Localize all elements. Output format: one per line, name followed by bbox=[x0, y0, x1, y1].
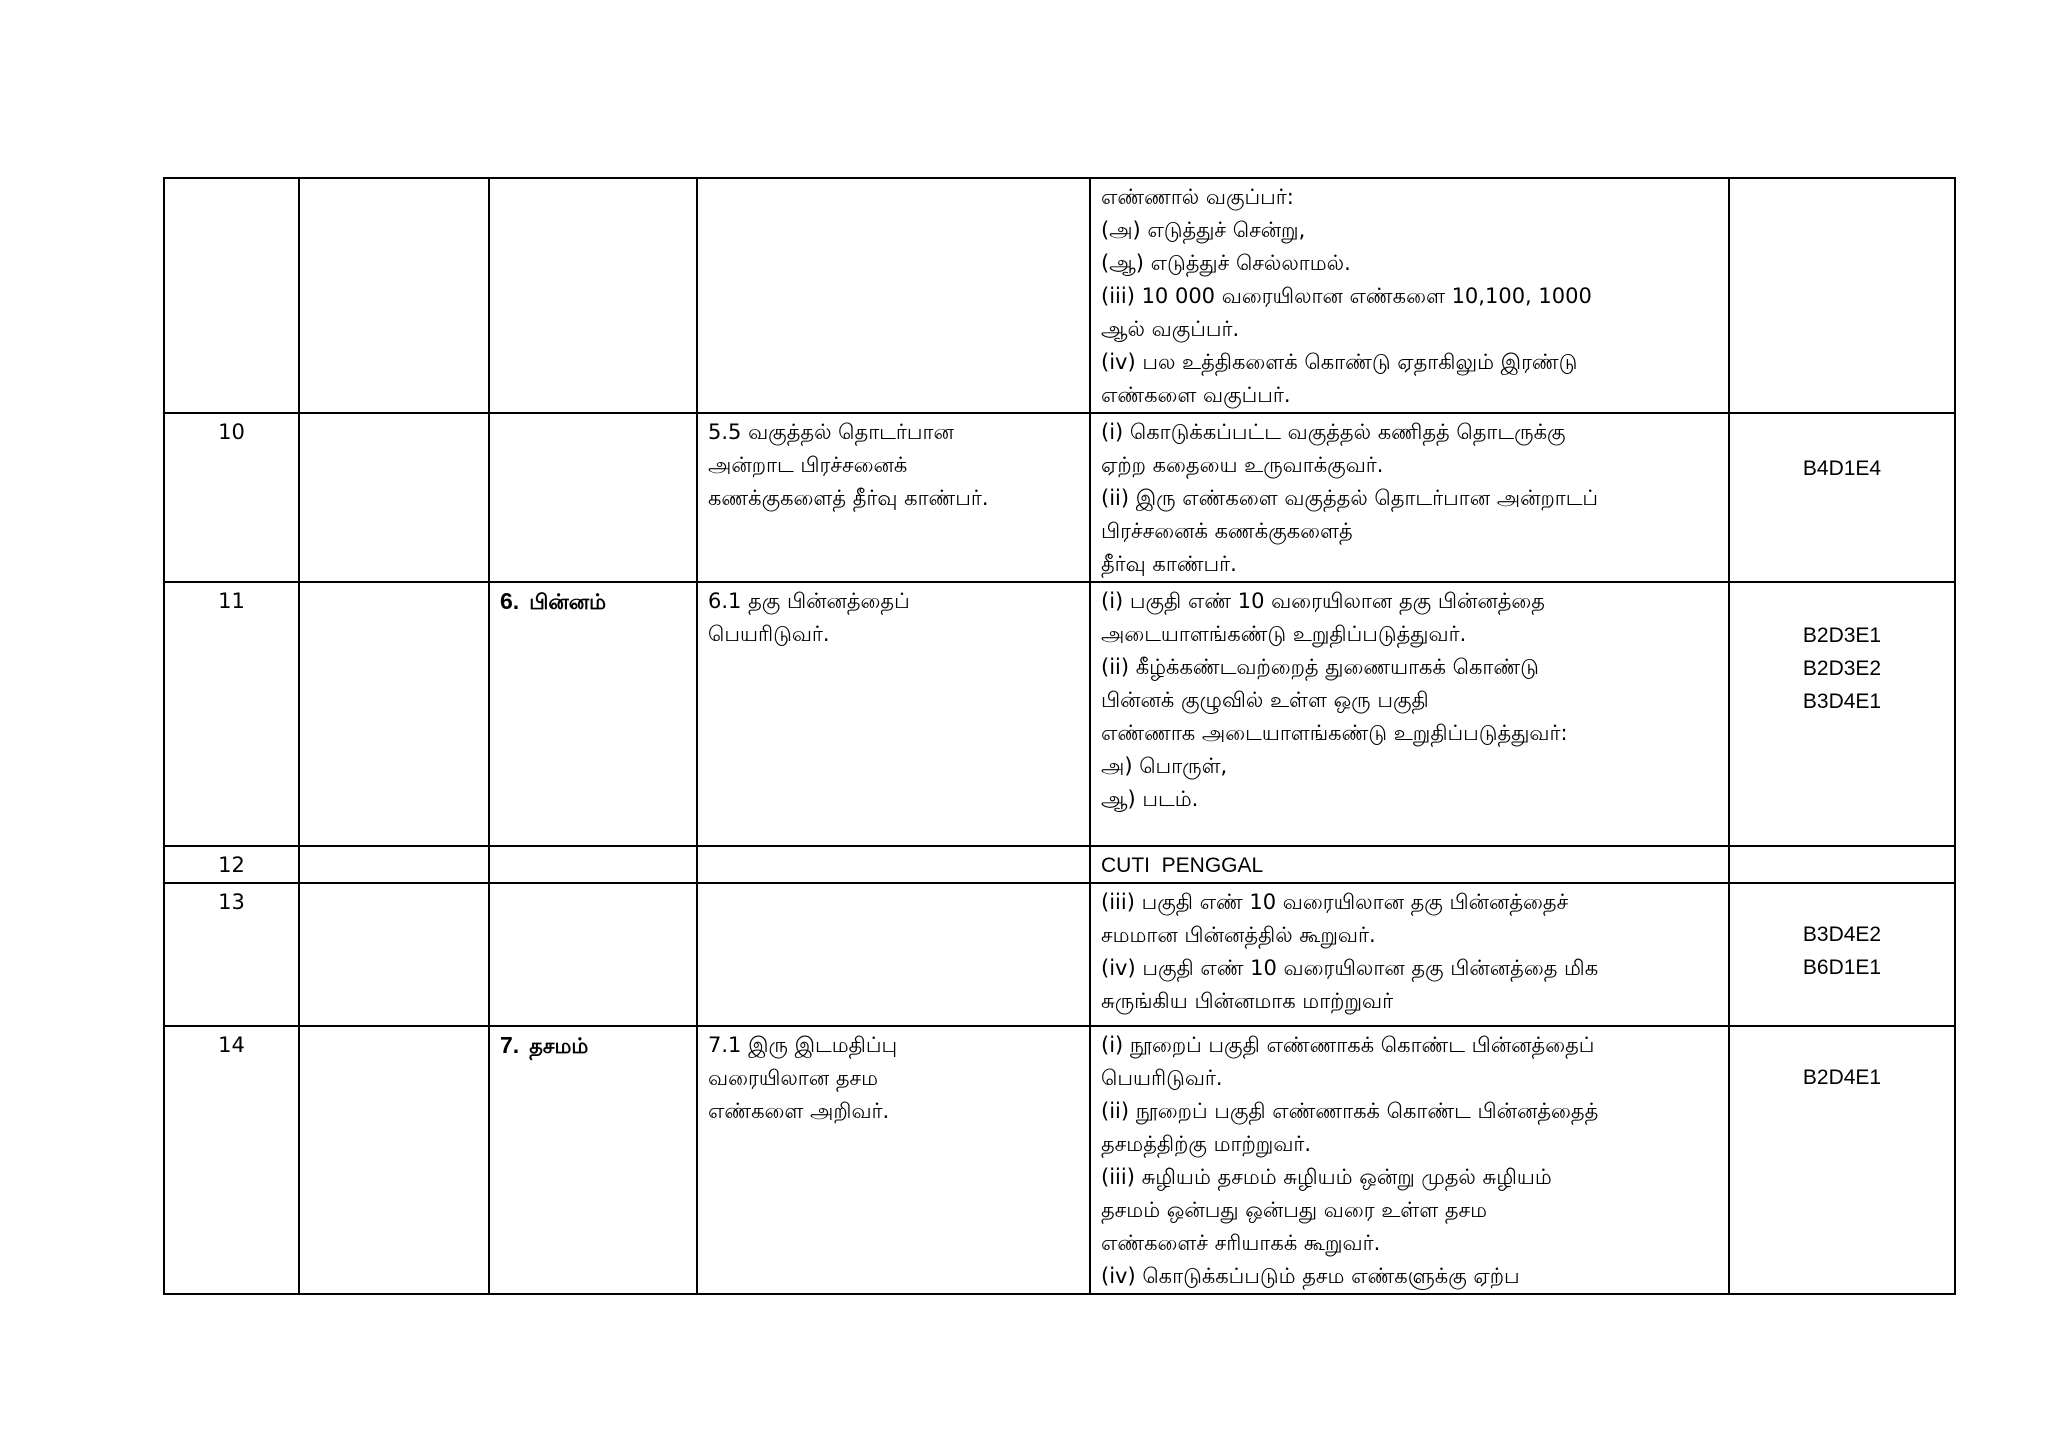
objective-line: ஆ) படம். bbox=[1101, 787, 1199, 811]
objective-line: தீர்வு காண்பர். bbox=[1101, 552, 1237, 576]
objective-line: (i) கொடுக்கப்பட்ட வகுத்தல் கணிதத் தொடருக்கு bbox=[1101, 420, 1566, 444]
topic-cell bbox=[489, 1026, 697, 1294]
code-line: B2D4E1 bbox=[1802, 1066, 1882, 1089]
objective-line: (iv) பல உத்திகளைக் கொண்டு ஏதாகிலும் இரண்டு bbox=[1101, 350, 1578, 374]
standard-cell bbox=[697, 1026, 1090, 1294]
objective-line: தசமத்திற்கு மாற்றுவர். bbox=[1101, 1132, 1312, 1156]
objective-line: எண்களைச் சரியாகக் கூறுவர். bbox=[1101, 1231, 1381, 1255]
standard-line: 5.5 வகுத்தல் தொடர்பான bbox=[708, 420, 954, 444]
topic-cell bbox=[489, 846, 697, 883]
standard-line: 7.1 இரு இடமதிப்பு bbox=[708, 1033, 898, 1057]
standard-line: பெயரிடுவர். bbox=[708, 622, 830, 646]
standard-line: கணக்குகளைத் தீர்வு காண்பர். bbox=[708, 486, 989, 510]
code-cell bbox=[1729, 883, 1955, 1026]
objective-line: (i) நூறைப் பகுதி எண்ணாகக் கொண்ட பின்னத்தைப் bbox=[1101, 1033, 1595, 1057]
standard-cell bbox=[697, 582, 1090, 846]
objective-line: பிரச்சனைக் கணக்குகளைத் bbox=[1101, 519, 1353, 543]
unit-cell bbox=[299, 582, 489, 846]
objectives-cell bbox=[1090, 883, 1729, 1026]
objective-line: தசமம் ஒன்பது ஒன்பது வரை உள்ள தசம bbox=[1101, 1198, 1488, 1222]
code-line: B2D3E2 bbox=[1802, 657, 1882, 680]
objective-line: சமமான பின்னத்தில் கூறுவர். bbox=[1101, 923, 1376, 947]
holiday-cell bbox=[1090, 846, 1729, 883]
unit-cell bbox=[299, 883, 489, 1026]
code-line: B4D1E4 bbox=[1802, 457, 1882, 480]
week-cell bbox=[164, 178, 299, 413]
code-line: B2D3E1 bbox=[1802, 624, 1882, 647]
code-cell bbox=[1729, 582, 1955, 846]
standard-cell bbox=[697, 178, 1090, 413]
objective-line: பெயரிடுவர். bbox=[1101, 1066, 1223, 1090]
standard-cell bbox=[697, 883, 1090, 1026]
topic-cell bbox=[489, 413, 697, 582]
objective-line: (iv) பகுதி எண் 10 வரையிலான தகு பின்னத்தை மிக bbox=[1101, 956, 1599, 980]
standard-line: எண்களை அறிவர். bbox=[708, 1099, 890, 1123]
table-row bbox=[164, 178, 1955, 413]
objectives-cell bbox=[1090, 178, 1729, 413]
objective-line: (ஆ) எடுத்துச் செல்லாமல். bbox=[1101, 251, 1351, 275]
objective-line: (ii) இரு எண்களை வகுத்தல் தொடர்பான அன்றாடப் bbox=[1101, 486, 1599, 510]
topic-cell bbox=[489, 883, 697, 1026]
code-line: B3D4E2 bbox=[1802, 923, 1882, 946]
standard-line: வரையிலான தசம bbox=[708, 1066, 879, 1090]
unit-cell bbox=[299, 178, 489, 413]
objective-line: அ) பொருள், bbox=[1101, 754, 1228, 778]
table-row bbox=[164, 846, 1955, 883]
objective-line: (iii) 10 000 வரையிலான எண்களை 10,100, 1000 bbox=[1101, 284, 1592, 308]
objective-line: எண்களை வகுப்பர். bbox=[1101, 383, 1291, 407]
standard-line: 6.1 தகு பின்னத்தைப் bbox=[708, 589, 910, 613]
code-cell bbox=[1729, 413, 1955, 582]
week-cell: 10 bbox=[164, 413, 299, 582]
objective-line: ஆல் வகுப்பர். bbox=[1101, 317, 1240, 341]
objectives-cell bbox=[1090, 582, 1729, 846]
standard-cell bbox=[697, 413, 1090, 582]
topic-number: 7. bbox=[500, 1032, 520, 1058]
code-line: B6D1E1 bbox=[1802, 956, 1882, 979]
code-line: B3D4E1 bbox=[1802, 690, 1882, 713]
standard-cell bbox=[697, 846, 1090, 883]
objective-line: எண்ணாக அடையாளங்கண்டு உறுதிப்படுத்துவர்: bbox=[1101, 721, 1568, 745]
topic-cell bbox=[489, 178, 697, 413]
topic-number: 6. bbox=[500, 588, 520, 614]
unit-cell bbox=[299, 413, 489, 582]
table-row bbox=[164, 1026, 1955, 1294]
topic-title: தசமம் bbox=[529, 1034, 589, 1058]
code-cell bbox=[1729, 846, 1955, 883]
unit-cell bbox=[299, 846, 489, 883]
unit-cell bbox=[299, 1026, 489, 1294]
objective-line: ஏற்ற கதையை உருவாக்குவர். bbox=[1101, 453, 1384, 477]
objective-line: பின்னக் குழுவில் உள்ள ஒரு பகுதி bbox=[1101, 688, 1429, 712]
objective-line: சுருங்கிய பின்னமாக மாற்றுவர் bbox=[1101, 989, 1394, 1013]
objective-line: அடையாளங்கண்டு உறுதிப்படுத்துவர். bbox=[1101, 622, 1467, 646]
objective-line: எண்ணால் வகுப்பர்: bbox=[1101, 185, 1294, 209]
week-cell: 13 bbox=[164, 883, 299, 1026]
week-cell: 14 bbox=[164, 1026, 299, 1294]
objective-line: (ii) நூறைப் பகுதி எண்ணாகக் கொண்ட பின்னத்தைத் bbox=[1101, 1099, 1599, 1123]
table-row bbox=[164, 883, 1955, 1026]
topic-cell bbox=[489, 582, 697, 846]
standard-line: அன்றாட பிரச்சனைக் bbox=[708, 453, 908, 477]
objectives-cell bbox=[1090, 413, 1729, 582]
objective-line: (iii) பகுதி எண் 10 வரையிலான தகு பின்னத்தைச் bbox=[1101, 890, 1569, 914]
objective-line: (ii) கீழ்க்கண்டவற்றைத் துணையாகக் கொண்டு bbox=[1101, 655, 1539, 679]
objective-line: (iv) கொடுக்கப்படும் தசம எண்களுக்கு ஏற்ப bbox=[1101, 1264, 1520, 1288]
objective-line: (அ) எடுத்துச் சென்று, bbox=[1101, 218, 1306, 242]
objective-line: (i) பகுதி எண் 10 வரையிலான தகு பின்னத்தை bbox=[1101, 589, 1545, 613]
topic-title: பின்னம் bbox=[529, 590, 606, 614]
code-cell bbox=[1729, 1026, 1955, 1294]
lesson-plan-table bbox=[163, 177, 1956, 1295]
week-cell: 11 bbox=[164, 582, 299, 846]
objectives-cell bbox=[1090, 1026, 1729, 1294]
holiday-label: CUTI PENGGAL bbox=[1101, 854, 1264, 877]
week-cell: 12 bbox=[164, 846, 299, 883]
table-row bbox=[164, 413, 1955, 582]
table-row bbox=[164, 582, 1955, 846]
objective-line: (iii) சுழியம் தசமம் சுழியம் ஒன்று முதல் சுழியம் bbox=[1101, 1165, 1552, 1189]
code-cell bbox=[1729, 178, 1955, 413]
